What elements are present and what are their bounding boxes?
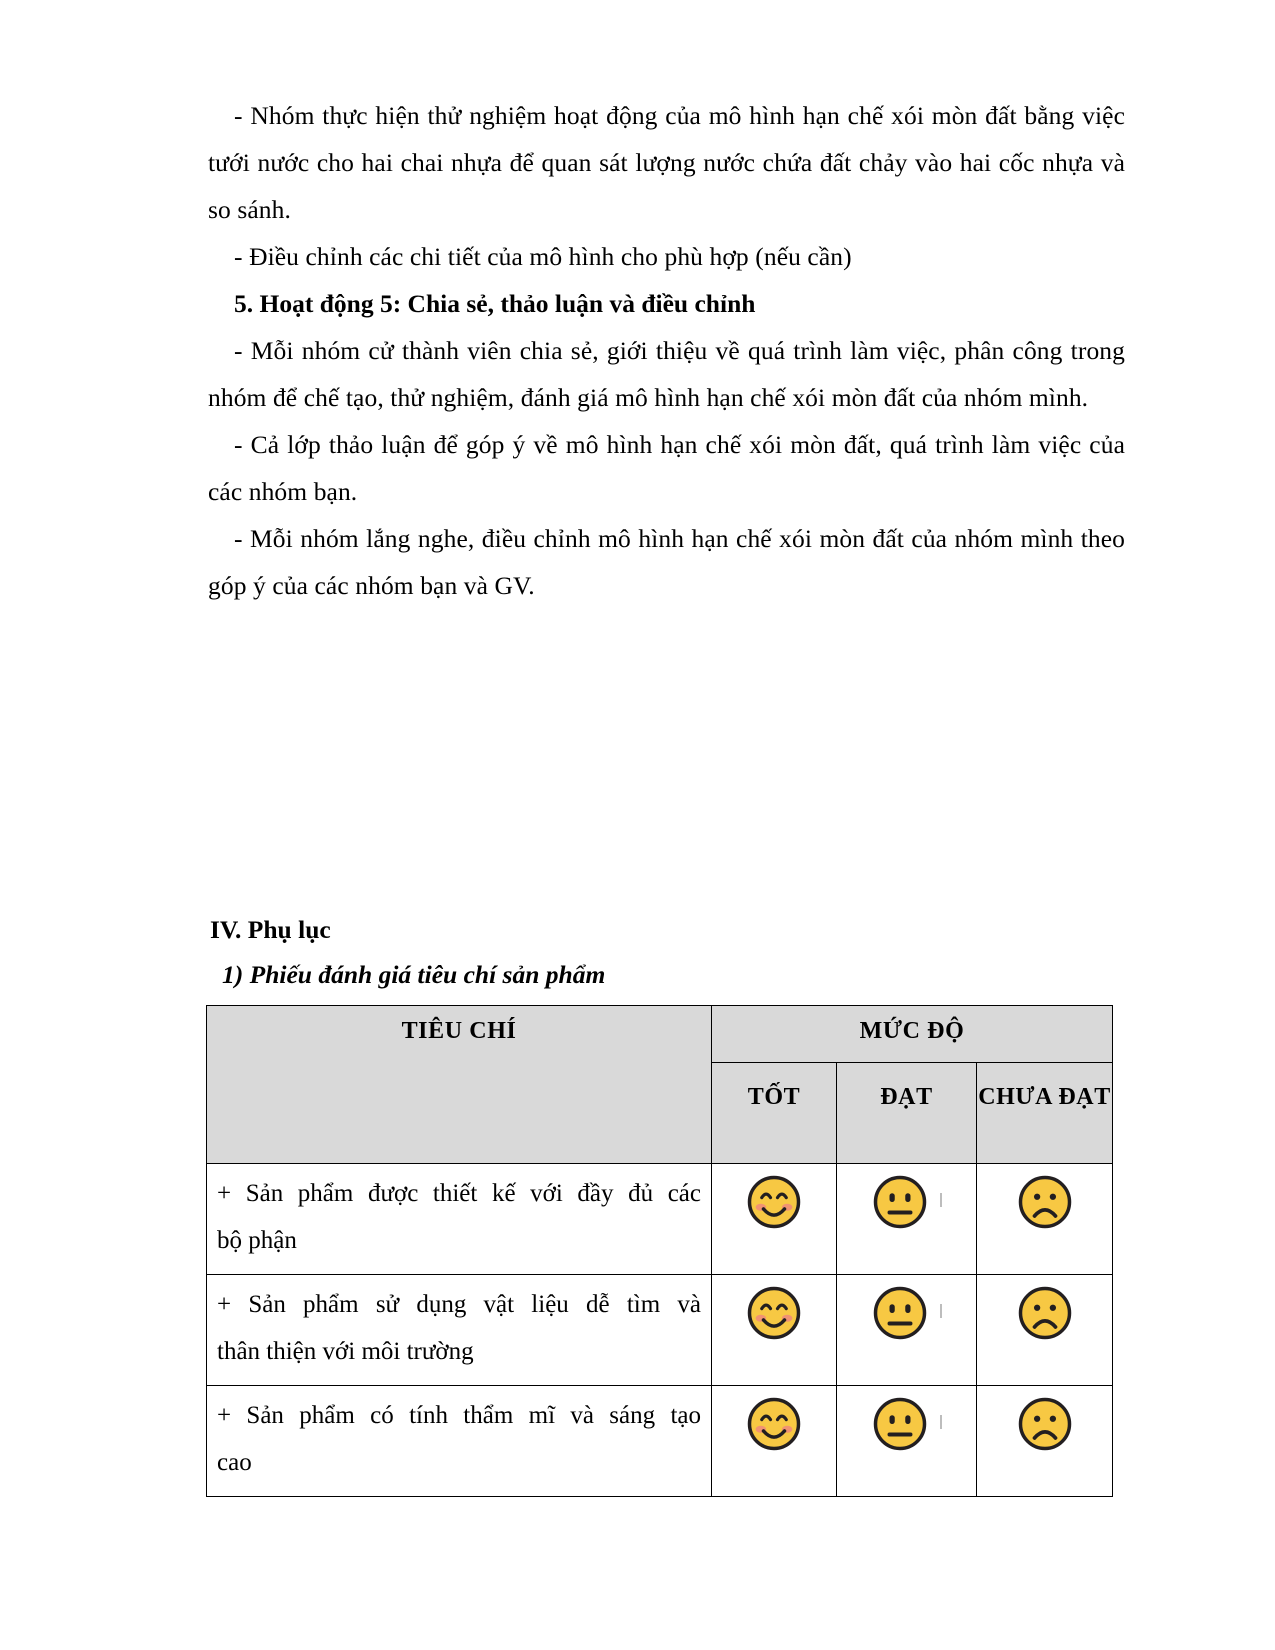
rating-cell-chua-dat[interactable] [977,1386,1113,1497]
body-text-block [208,92,1125,609]
table-row [207,1164,1113,1275]
paragraph-1: - Nhóm thực hiện thử nghiệm hoạt động của mô hình hạn chế xói mòn đất bằng việc tưới nước cho hai chai nhựa để quan sát lượng nước chứa đất chảy vào hai cốc nhựa và so sánh. [208,101,1125,224]
rating-cell-dat[interactable] [837,1386,977,1497]
paragraph-2: - Điều chỉnh các chi tiết của mô hình cho phù hợp (nếu cần) [234,242,852,271]
criteria-cell-3 [207,1386,712,1497]
rubric-table-wrapper [206,1005,1112,1497]
cell-marker [940,1193,942,1207]
paragraph-5: - Cả lớp thảo luận để góp ý về mô hình hạn chế xói mòn đất, quá trình làm việc của các nhóm bạn. [208,430,1125,506]
rating-cell-tot[interactable] [712,1164,837,1275]
appendix-heading: IV. Phụ lục [210,915,331,944]
criteria-line-2: cao [217,1449,252,1476]
rating-cell-dat[interactable] [837,1275,977,1386]
rating-cell-tot[interactable] [712,1386,837,1497]
rating-cell-chua-dat[interactable] [977,1275,1113,1386]
smiling-face-icon [746,1396,802,1457]
header-cell-tot: TỐT [712,1063,837,1164]
frowning-face-icon [1017,1396,1073,1457]
table-row [207,1386,1113,1497]
frowning-face-icon [1017,1174,1073,1235]
paragraph-6: - Mỗi nhóm lắng nghe, điều chỉnh mô hình hạn chế xói mòn đất của nhóm mình theo góp ý của các nhóm bạn và GV. [208,524,1125,600]
criteria-cell-2 [207,1275,712,1386]
neutral-face-icon [872,1285,928,1346]
header-cell-dat: ĐẠT [837,1063,977,1164]
criteria-line-1: + Sản phẩm sử dụng vật liệu dễ tìm và [217,1291,701,1318]
neutral-face-icon [872,1396,928,1457]
frowning-face-icon [1017,1285,1073,1346]
criteria-line-1: + Sản phẩm được thiết kế với đầy đủ các [217,1180,701,1207]
product-criteria-rubric-table [206,1005,1113,1497]
activity-5-heading: 5. Hoạt động 5: Chia sẻ, thảo luận và điều chỉnh [234,289,756,318]
rating-cell-tot[interactable] [712,1275,837,1386]
cell-marker [940,1415,942,1429]
table-header-row-1 [207,1006,1113,1063]
rating-cell-chua-dat[interactable] [977,1164,1113,1275]
cell-marker [940,1304,942,1318]
header-cell-level: MỨC ĐỘ [712,1006,1113,1063]
table-row [207,1275,1113,1386]
appendix-subheading: 1) Phiếu đánh giá tiêu chí sản phẩm [222,960,606,989]
criteria-line-2: bộ phận [217,1227,297,1254]
header-cell-criteria: TIÊU CHÍ [207,1006,712,1164]
header-cell-chua-dat: CHƯA ĐẠT [977,1063,1113,1164]
rating-cell-dat[interactable] [837,1164,977,1275]
smiling-face-icon [746,1285,802,1346]
criteria-cell-1 [207,1164,712,1275]
neutral-face-icon [872,1174,928,1235]
criteria-line-2: thân thiện với môi trường [217,1338,474,1365]
paragraph-4: - Mỗi nhóm cử thành viên chia sẻ, giới thiệu về quá trình làm việc, phân công trong nhóm để chế tạo, thử nghiệm, đánh giá mô hình hạn chế xói mòn đất của nhóm mình. [208,336,1125,412]
appendix-section [208,908,1125,998]
criteria-line-1: + Sản phẩm có tính thẩm mĩ và sáng tạo [217,1402,701,1429]
smiling-face-icon [746,1174,802,1235]
